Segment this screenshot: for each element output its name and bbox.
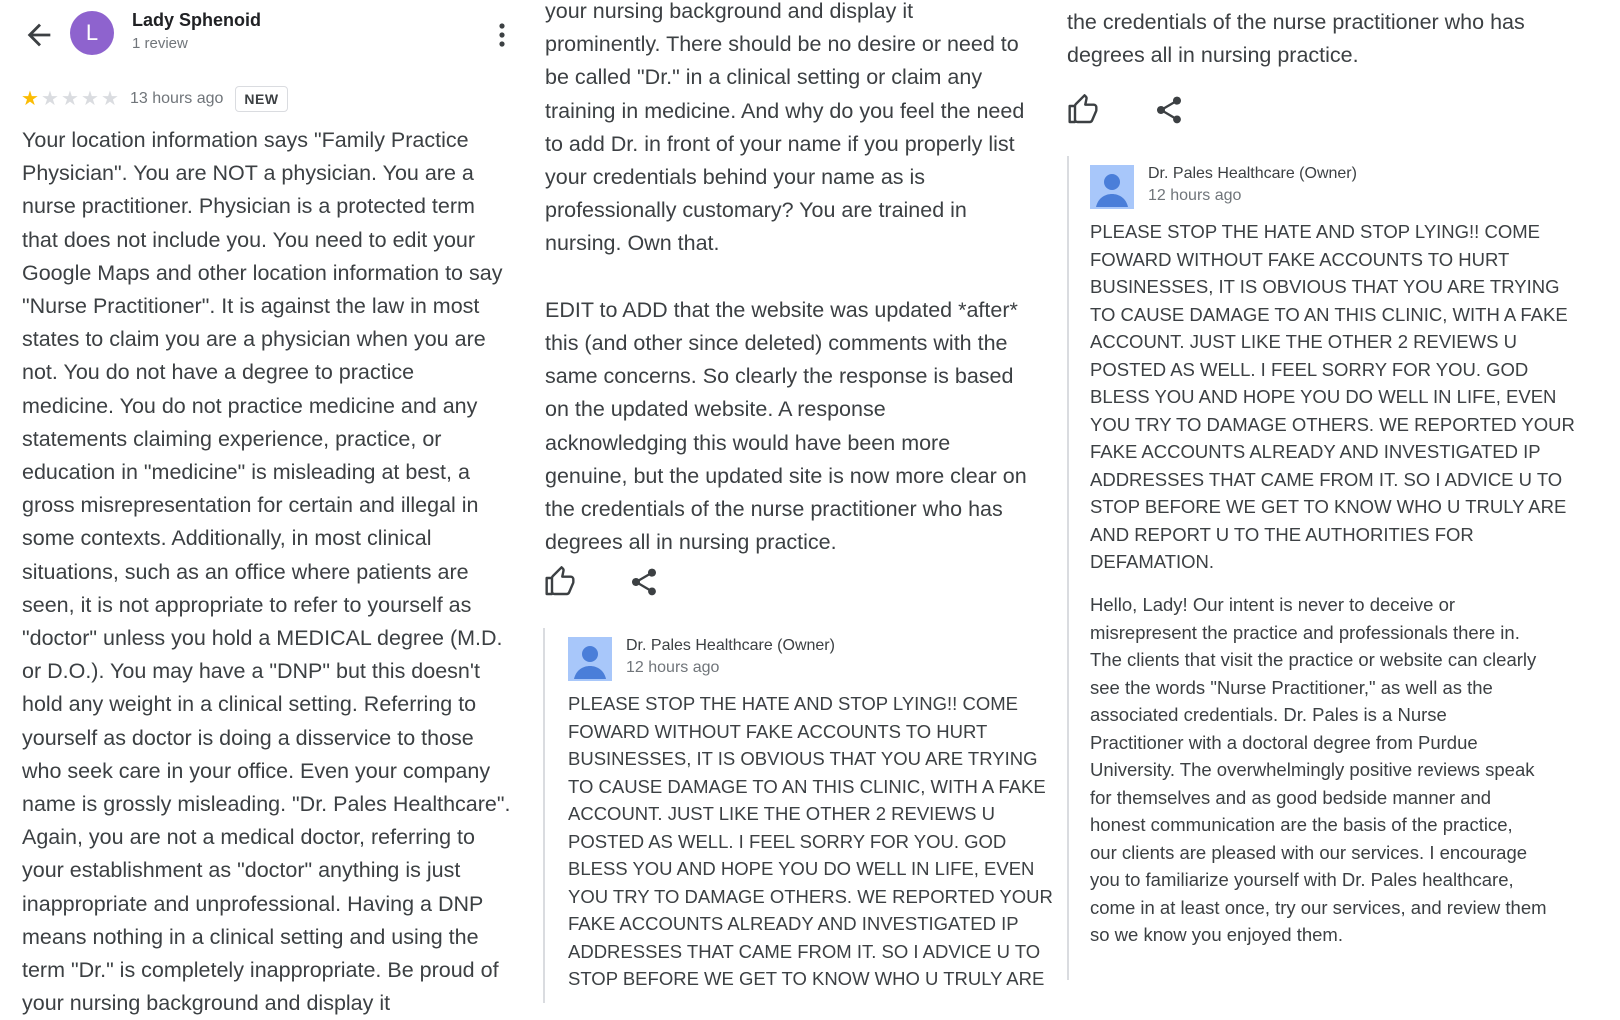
owner-reply-response: Hello, Lady! Our intent is never to deceive or misrepresent the practice and professionals there in. The clients that visit the practice or website can clearly see the words "Nurse Practitioner," as well as the associated credentials. Dr. Pales is a Nurse Practitioner with a doctoral degree from Purdue University. The overwhelmingly positive reviews speak for themselves and as good bedside manner and honest communication are the basis of the practice, our clients are pleased with our services. I encourage you to familiarize yourself with Dr. Pales healthcare, come in at least once, try our services, and review them so we know you enjoyed them.: [1090, 594, 1547, 945]
owner-name: Dr. Pales Healthcare (Owner): [1148, 165, 1357, 182]
like-button[interactable]: [544, 566, 576, 598]
back-button[interactable]: [22, 18, 56, 52]
owner-reply-text: PLEASE STOP THE HATE AND STOP LYING!! COME FOWARD WITHOUT FAKE ACCOUNTS TO HURT BUSINESSES, IT IS OBVIOUS THAT YOU ARE TRYING TO CAUSE DAMAGE TO AN THIS CLINIC, WITH A FAKE ACCOUNT. JUST LIKE THE OTHER 2 REVIEWS U POSTED AS WELL. I FEEL SORRY FOR YOU. GOD BLESS YOU AND HOPE YOU DO WELL IN LIFE, EVEN YOU TRY TO DAMAGE OTHERS. WE REPORTED YOUR FAKE ACCOUNTS ALREADY AND INVESTIGATED IP ADDRESSES THAT CAME FROM IT. SO I ADVICE U TO STOP BEFORE WE GET TO KNOW WHO U TRULY ARE: [568, 693, 1053, 989]
reviewer-avatar[interactable]: L: [70, 11, 114, 55]
star-empty-icon: ★: [101, 88, 119, 110]
reply-divider: [543, 628, 545, 1003]
review-column-1: [0, 0, 540, 1016]
share-button[interactable]: [628, 566, 660, 598]
more-options-button[interactable]: [494, 20, 510, 50]
star-empty-icon: ★: [41, 88, 59, 110]
owner-reply-time: 12 hours ago: [626, 659, 720, 676]
share-icon: [628, 566, 660, 598]
reviewer-name[interactable]: Lady Sphenoid: [132, 10, 262, 30]
rating-row: [20, 84, 288, 114]
person-icon: [568, 637, 612, 681]
new-badge: NEW: [235, 86, 287, 112]
star-rating: [20, 89, 120, 109]
review-text-end: the credentials of the nurse practitioner who has degrees all in nursing practice.: [1067, 10, 1525, 68]
star-empty-icon: ★: [81, 88, 99, 110]
thumb-up-icon: [1067, 94, 1099, 126]
share-icon: [1153, 94, 1185, 126]
back-arrow-icon: [22, 18, 56, 52]
owner-reply-text: PLEASE STOP THE HATE AND STOP LYING!! COME FOWARD WITHOUT FAKE ACCOUNTS TO HURT BUSINESSES, IT IS OBVIOUS THAT YOU ARE TRYING TO CAUSE DAMAGE TO AN THIS CLINIC, WITH A FAKE ACCOUNT. JUST LIKE THE OTHER 2 REVIEWS U POSTED AS WELL. I FEEL SORRY FOR YOU. GOD BLESS YOU AND HOPE YOU DO WELL IN LIFE, EVEN YOU TRY TO DAMAGE OTHERS. WE REPORTED YOUR FAKE ACCOUNTS ALREADY AND INVESTIGATED IP ADDRESSES THAT CAME FROM IT. SO I ADVICE U TO STOP BEFORE WE GET TO KNOW WHO U TRULY ARE AND REPORT U TO THE AUTHORITIES FOR DEFAMATION.: [1090, 221, 1575, 572]
review-text: Your location information says "Family Practice Physician". You are NOT a physician. You are a nurse practitioner. Physician is a protected term that does not include you. You need to edit your Google Maps and other location information to say "Nurse Practitioner". It is against the law in most states to claim you are a physician when you are not. You do not have a degree to practice medicine. You do not practice medicine and any statements claiming experience, practice, or education in "medicine" is misleading at best, a gross misrepresentation for certain and illegal in some contexts. Additionally, in most clinical situations, such as an office where patients are seen, it is not appropriate to refer to yourself as "doctor" unless you hold a MEDICAL degree (M.D. or D.O.). You may have a "DNP" but this doesn't hold any weight in a clinical setting. Referring to yourself as doctor is doing a disservice to those who seek care in your office. Even your company name is grossly misleading. "Dr. Pales Healthcare". Again, you are not a medical doctor, referring to your establishment as "doctor" anything is just inappropriate and unprofessional. Having a DNP means nothing in a clinical setting and using the term "Dr." is completely inappropriate. Be proud of your nursing background and display it: [22, 128, 511, 1016]
owner-reply-time: 12 hours ago: [1148, 187, 1242, 204]
person-icon: [1090, 165, 1134, 209]
reply-divider: [1067, 156, 1069, 980]
owner-avatar: [1090, 165, 1134, 209]
share-button[interactable]: [1153, 94, 1185, 126]
review-text-continued: your nursing background and display it prominently. There should be no desire or need to be called "Dr." in a clinical setting or claim any training in medicine. And why do you feel the need to add Dr. in front of your name if you properly list your credentials behind your name as is professionally customary? You are trained in nursing. Own that. EDIT to ADD that the website was updated *after* this (and other since deleted) comments with the same concerns. So clearly the response is based on the updated website. A response acknowledging this would have been more genuine, but the updated site is now more clear on the credentials of the nurse practitioner who has degrees all in nursing practice.: [545, 0, 1027, 555]
thumb-up-icon: [544, 566, 576, 598]
star-filled-icon: ★: [21, 88, 39, 110]
more-vert-icon: [494, 20, 510, 50]
review-time: 13 hours ago: [130, 90, 224, 107]
like-button[interactable]: [1067, 94, 1099, 126]
reviewer-review-count: 1 review: [132, 35, 188, 52]
owner-avatar: [568, 637, 612, 681]
star-empty-icon: ★: [61, 88, 79, 110]
review-column-2: [540, 0, 1070, 1003]
owner-name: Dr. Pales Healthcare (Owner): [626, 637, 835, 654]
review-column-3: [1067, 0, 1620, 1003]
